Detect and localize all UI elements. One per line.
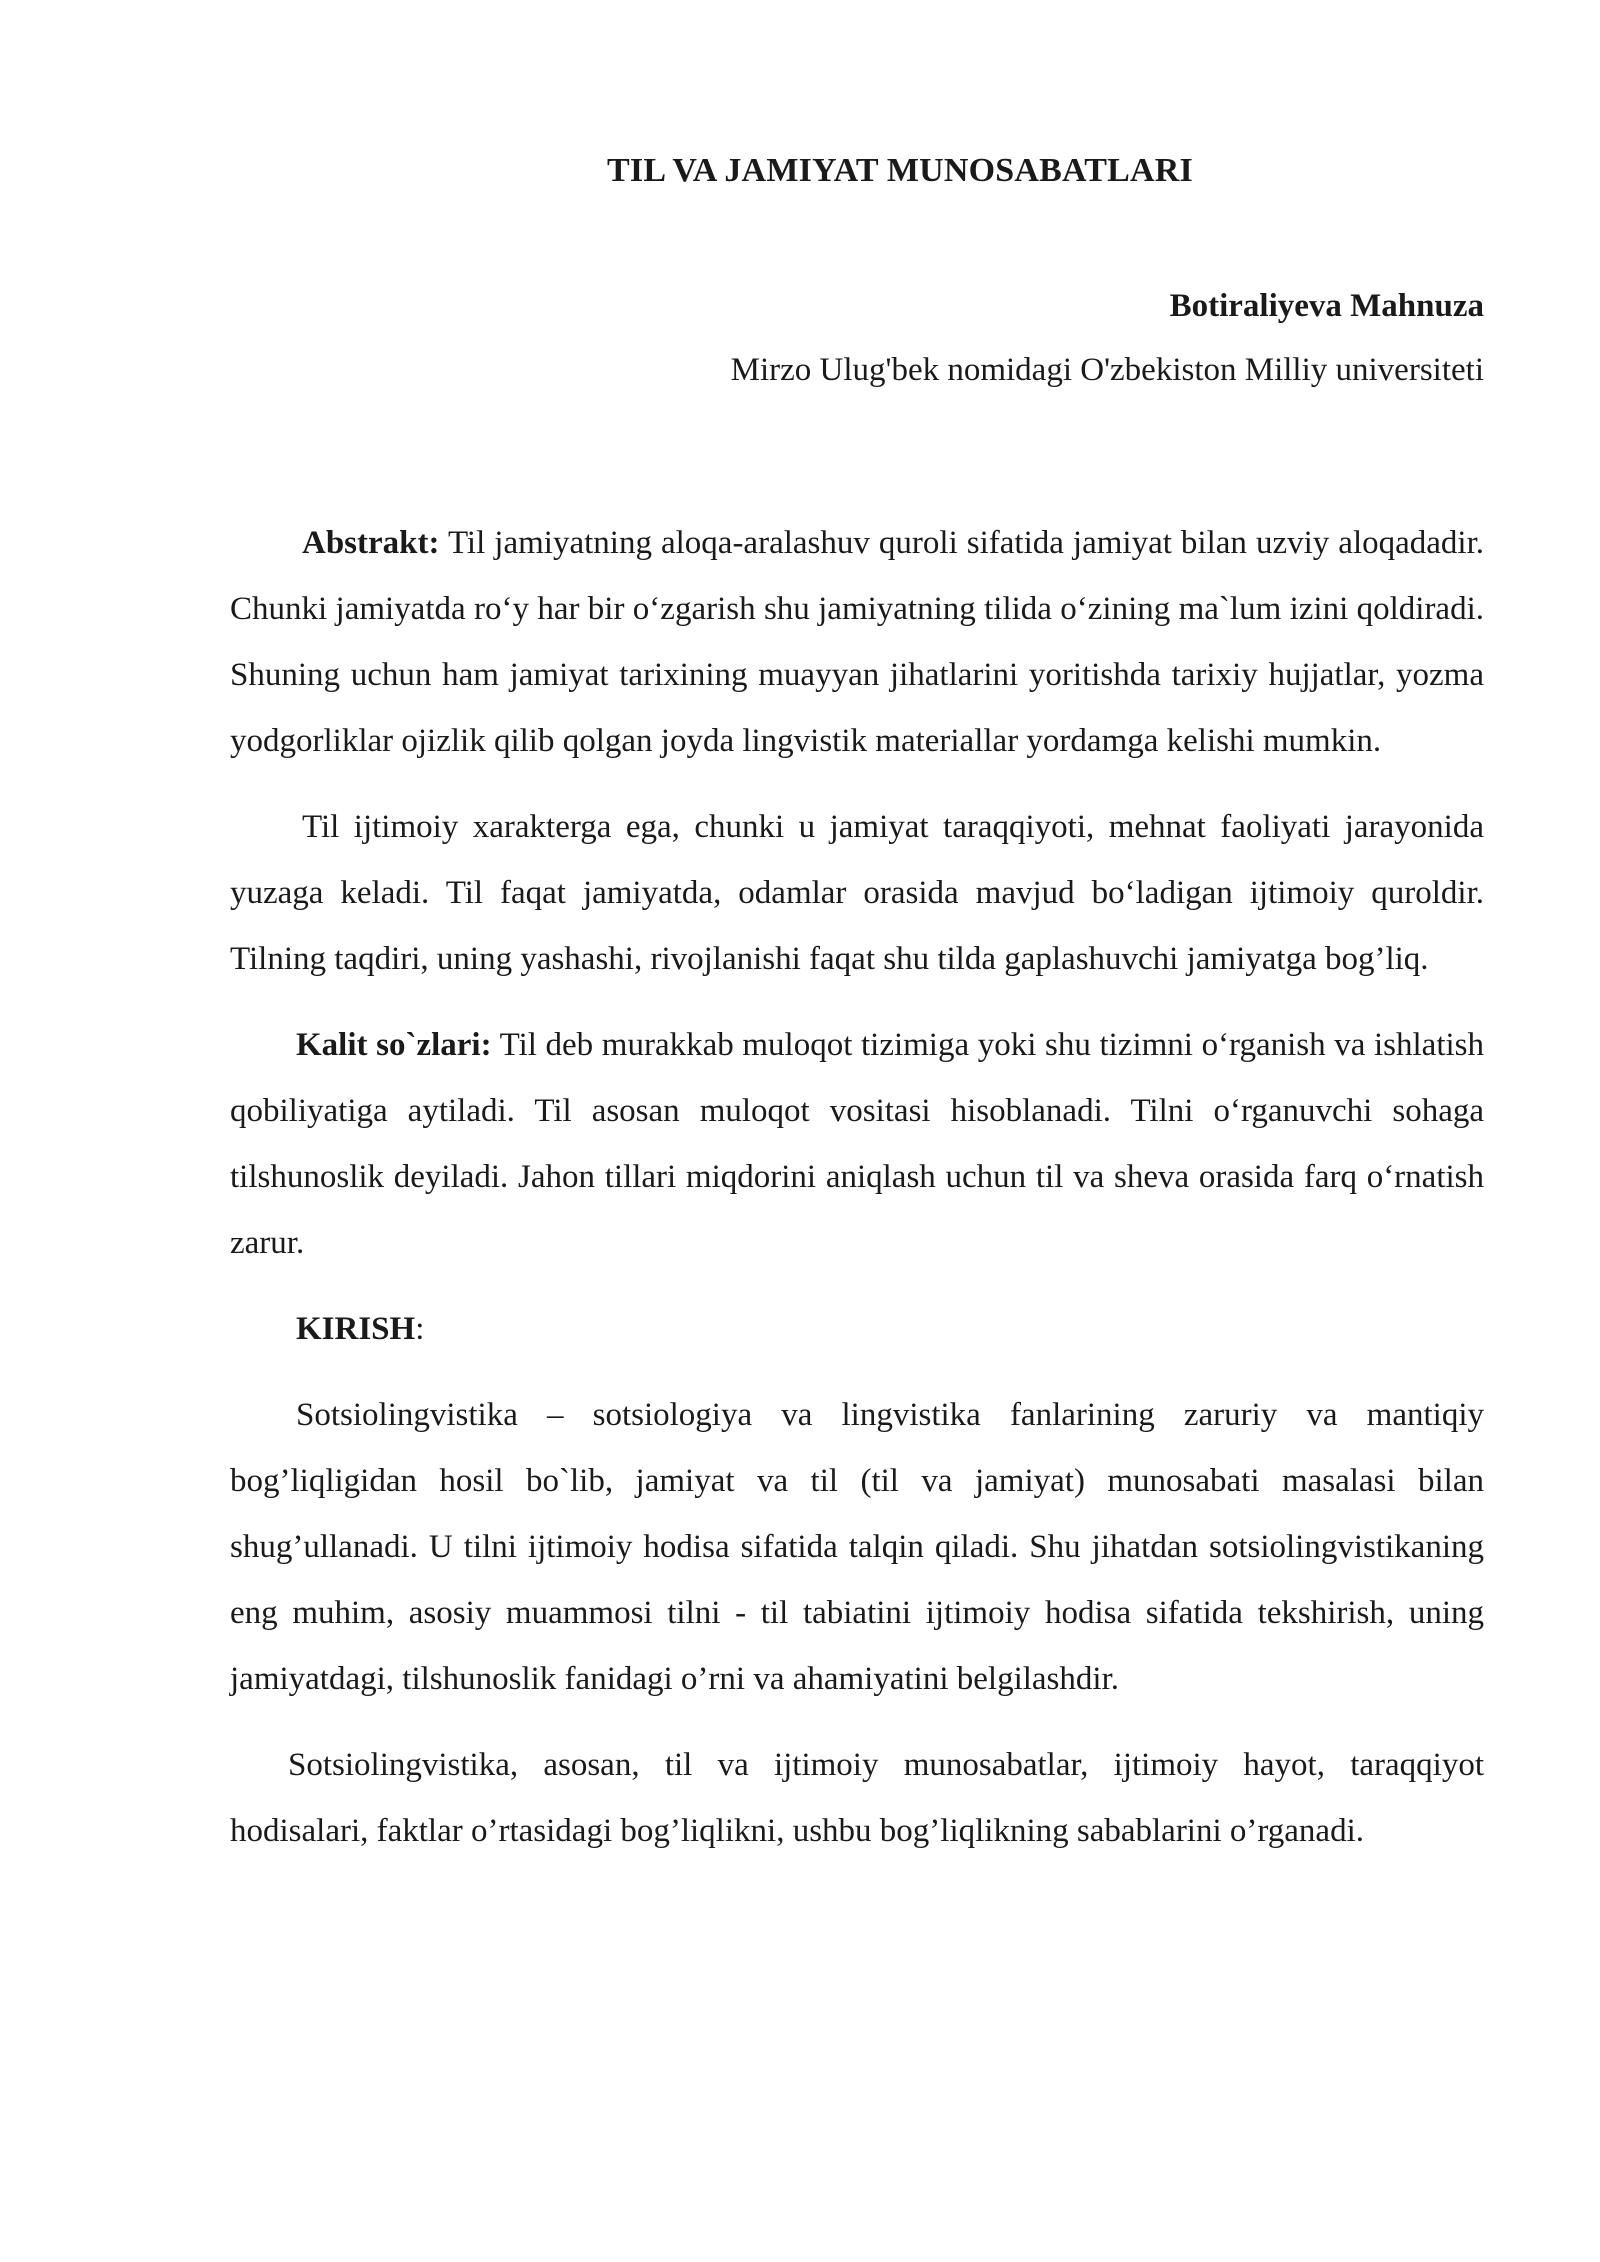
paper-body (230, 510, 1484, 1884)
abstract-text: Til jamiyatning aloqa-aralashuv quroli sifatida jamiyat bilan uzviy aloqadadir. Chunki jamiyatda ro‘y har bir o‘zgarish shu jamiyatning tilida o‘zining ma`lum izini qoldiradi. Shuning uchun ham jamiyat tarixining muayyan jihatlarini yoritishda tarixiy hujjatlar, yozma yodgorliklar ojizlik qilib qolgan joyda lingvistik materiallar yordamga kelishi mumkin. (230, 525, 1484, 759)
intro-heading: KIRISH (296, 1311, 416, 1347)
intro-heading-line (230, 1296, 1484, 1362)
keywords-heading: Kalit so`zlari: (296, 1027, 492, 1063)
author-name: Botiraliyeva Mahnuza (1169, 288, 1484, 324)
body-paragraph-sociolinguistics-scope: Sotsiolingvistika, asosan, til va ijtimoiy munosabatlar, ijtimoiy hayot, taraqqiyot hodisalari, faktlar o’rtasidagi bog’liqlikni, ushbu bog’liqlikning sabablarini o’rganadi. (230, 1747, 1484, 1849)
abstract-heading: Abstrakt: (302, 525, 440, 561)
author-affiliation: Mirzo Ulug'bek nomidagi O'zbekiston Milliy universiteti (730, 352, 1484, 388)
body-paragraph-social-nature: Til ijtimoiy xarakterga ega, chunki u jamiyat taraqqiyoti, mehnat faoliyati jarayonida yuzaga keladi. Til faqat jamiyatda, odamlar orasida mavjud bo‘ladigan ijtimoiy quroldir. Tilning taqdiri, uning yashashi, rivojlanishi faqat shu tilda gaplashuvchi jamiyatga bog’liq. (230, 809, 1484, 977)
intro-heading-colon: : (415, 1311, 425, 1347)
body-paragraph-sociolinguistics-definition: Sotsiolingvistika – sotsiologiya va lingvistika fanlarining zaruriy va mantiqiy bog’liqligidan hosil bo`lib, jamiyat va til (til va jamiyat) munosabati masalasi bilan shug’ullanadi. U tilni ijtimoiy hodisa sifatida talqin qiladi. Shu jihatdan sotsiolingvistikaning eng muhim, asosiy muammosi tilni - til tabiatini ijtimoiy hodisa sifatida tekshirish, uning jamiyatdagi, tilshunoslik fanidagi o’rni va ahamiyatini belgilashdir. (230, 1397, 1484, 1697)
abstract-paragraph (230, 510, 1484, 774)
keywords-paragraph (230, 1012, 1484, 1276)
keywords-text: Til deb murakkab muloqot tizimiga yoki shu tizimni o‘rganish va ishlatish qobiliyatiga aytiladi. Til asosan muloqot vositasi hisoblanadi. Tilni o‘rganuvchi sohaga tilshunoslik deyiladi. Jahon tillari miqdorini aniqlash uchun til va sheva orasida farq o‘rnatish zarur. (230, 1027, 1484, 1261)
paper-title: TIL VA JAMIYAT MUNOSABATLARI (607, 152, 1193, 189)
